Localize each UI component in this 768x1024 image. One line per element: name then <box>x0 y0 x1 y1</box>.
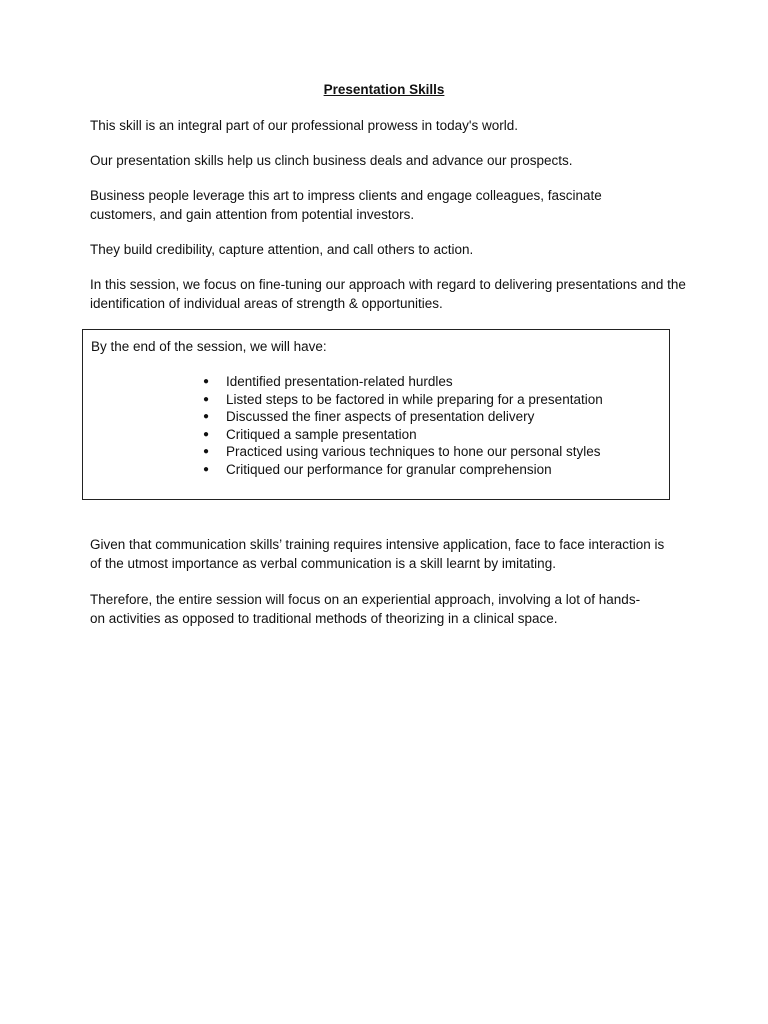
closing-paragraph-2: Therefore, the entire session will focus on an experiential approach, involving a lot of hands-on activities as opposed to traditional methods of theorizing in a clinical space. <box>90 592 641 626</box>
list-item <box>201 461 603 479</box>
outcome-item-text: Critiqued our performance for granular comprehension <box>226 461 552 477</box>
list-item <box>201 443 603 461</box>
outcome-item-text: Listed steps to be factored in while preparing for a presentation <box>226 391 603 407</box>
intro-paragraph-4: They build credibility, capture attention, and call others to action. <box>90 242 474 257</box>
outcomes-list <box>201 373 603 478</box>
intro-paragraph-5: In this session, we focus on fine-tuning our approach with regard to delivering presentations and the identification of individual areas of strength & opportunities. <box>90 277 686 311</box>
outcome-item-text: Practiced using various techniques to hone our personal styles <box>226 444 601 459</box>
bullet-icon: ● <box>203 393 210 405</box>
outcome-item-text: Discussed the finer aspects of presentation delivery <box>226 409 535 424</box>
list-item <box>201 408 603 426</box>
closing-paragraph-1: Given that communication skills’ training requires intensive application, face to face interaction is of the utmost importance as verbal communication is a skill learnt by imitating. <box>90 537 665 571</box>
intro-paragraph-2: Our presentation skills help us clinch business deals and advance our prospects. <box>90 153 573 168</box>
bullet-icon: ● <box>203 376 210 387</box>
bullet-icon: ● <box>203 463 210 475</box>
document-title: Presentation Skills <box>323 82 445 97</box>
list-item <box>201 373 603 391</box>
outcome-item-text: Identified presentation-related hurdles <box>226 374 453 389</box>
outcome-item-text: Critiqued a sample presentation <box>226 426 417 442</box>
bullet-icon: ● <box>203 428 210 440</box>
outcomes-intro: By the end of the session, we will have: <box>91 339 327 354</box>
list-item <box>201 426 603 444</box>
intro-paragraph-3: Business people leverage this art to impress clients and engage colleagues, fascinate customers, and gain attention from potential investors. <box>90 188 602 222</box>
session-outcomes-box <box>82 329 670 500</box>
intro-paragraph-1: This skill is an integral part of our professional prowess in today's world. <box>90 118 519 133</box>
bullet-icon: ● <box>203 411 210 422</box>
list-item <box>201 391 603 409</box>
bullet-icon: ● <box>203 446 210 457</box>
